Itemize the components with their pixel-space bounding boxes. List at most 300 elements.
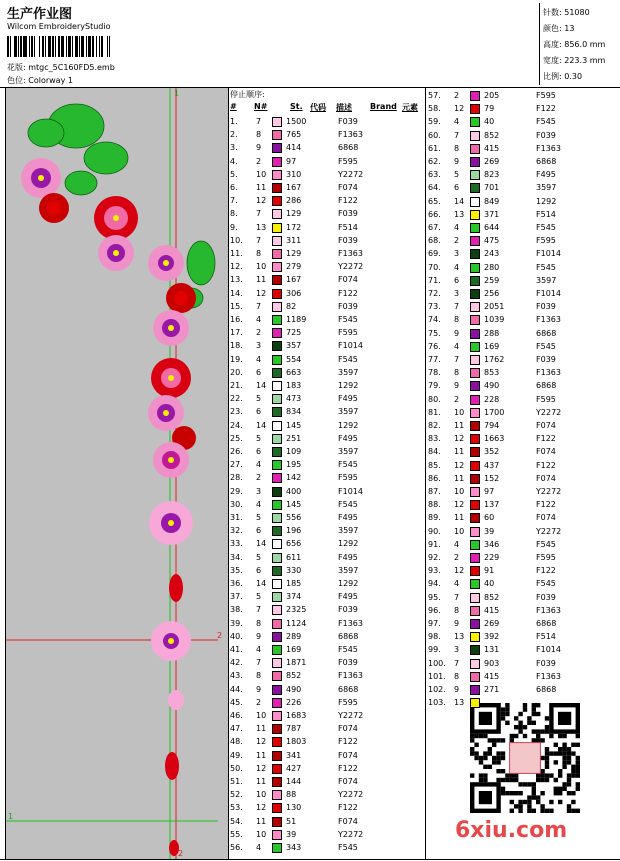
color-sequence-row [230, 709, 420, 722]
thread-code: F545 [536, 539, 556, 549]
stitch-count: 473 [286, 394, 302, 404]
needle-number: 12 [256, 737, 267, 747]
thread-code: F039 [338, 658, 358, 668]
stitch-count: 144 [286, 777, 302, 786]
stitch-count: 169 [484, 341, 500, 351]
needle-number: 2 [256, 156, 262, 166]
thread-color-swatch [272, 157, 282, 167]
thread-color-swatch [272, 539, 282, 549]
color-sequence-row [428, 393, 618, 406]
needle-number: 5 [256, 592, 262, 602]
color-sequence-row [230, 775, 420, 788]
thread-code: Y2272 [338, 790, 364, 800]
thread-code: F545 [338, 499, 358, 509]
needle-number: 8 [256, 671, 262, 681]
color-sequence-row [230, 828, 420, 841]
color-sequence-row [428, 643, 618, 656]
color-sequence-row [428, 498, 618, 511]
stitch-count: 852 [484, 130, 500, 140]
stitch-count: 656 [286, 539, 302, 549]
color-sequence-row [428, 181, 618, 194]
thread-color-swatch [470, 302, 480, 312]
stop-sequence-label: 停止顺序: [230, 90, 265, 99]
thread-color-swatch [470, 632, 480, 642]
thread-code: 1292 [338, 381, 359, 390]
stitch-count: 427 [286, 763, 302, 773]
stat-colors: 颜色: 13 [543, 24, 575, 33]
thread-color-swatch [470, 474, 480, 484]
sequence-number: 13. [230, 275, 243, 285]
needle-number: 11 [454, 421, 465, 430]
thread-code: F1014 [536, 289, 561, 298]
thread-color-swatch [272, 632, 282, 642]
thread-color-swatch [272, 592, 282, 602]
color-sequence-row [428, 670, 618, 683]
sequence-number: 8. [230, 209, 238, 219]
needle-number: 11 [454, 513, 465, 523]
stitch-count: 490 [484, 381, 500, 391]
thread-color-swatch [272, 830, 282, 840]
stitch-count: 205 [484, 91, 500, 100]
thread-code: F074 [338, 275, 358, 285]
needle-number: 14 [454, 196, 465, 206]
thread-color-swatch [272, 619, 282, 629]
needle-number: 4 [454, 262, 460, 272]
sequence-number: 80. [428, 394, 441, 404]
thread-code: F1363 [338, 130, 363, 140]
thread-code: 6868 [536, 619, 557, 628]
thread-code: Y2272 [536, 407, 562, 417]
needle-number: 12 [454, 500, 465, 510]
thread-color-swatch [470, 131, 480, 141]
color-sequence-row [230, 485, 420, 498]
needle-number: 14 [256, 420, 267, 430]
thread-code: Y2272 [536, 526, 562, 536]
color-sequence-row [230, 339, 420, 352]
thread-color-swatch [272, 711, 282, 721]
stitch-count: 40 [484, 579, 495, 589]
thread-code: F1363 [536, 143, 561, 153]
needle-number: 6 [454, 183, 460, 193]
sequence-number: 72. [428, 289, 441, 298]
sequence-number: 83. [428, 434, 441, 444]
stitch-count: 289 [286, 631, 302, 641]
thread-color-swatch [272, 473, 282, 483]
needle-number: 3 [454, 645, 460, 655]
stitch-count: 271 [484, 685, 500, 694]
thread-code: F545 [338, 460, 358, 470]
needle-number: 5 [454, 170, 460, 180]
needle-number: 8 [454, 143, 460, 153]
thread-code: F595 [338, 473, 358, 483]
thread-color-swatch [470, 249, 480, 259]
stitch-count: 853 [484, 368, 500, 378]
sequence-number: 81. [428, 407, 441, 417]
thread-code: F545 [338, 315, 358, 324]
color-sequence-row [428, 274, 618, 287]
thread-color-swatch [470, 157, 480, 167]
thread-color-swatch [470, 421, 480, 431]
thread-color-swatch [272, 315, 282, 325]
needle-number: 14 [256, 579, 267, 588]
needle-number: 9 [454, 381, 460, 391]
thread-color-swatch [470, 685, 480, 695]
needle-number: 7 [256, 605, 262, 615]
needle-number: 2 [256, 328, 262, 338]
thread-code: F122 [536, 460, 556, 470]
thread-color-swatch [272, 447, 282, 457]
stitch-count: 196 [286, 526, 302, 536]
sequence-number: 10. [230, 235, 243, 245]
color-sequence-row [428, 155, 618, 168]
stitch-count: 288 [484, 328, 500, 338]
thread-color-swatch [470, 368, 480, 378]
thread-code: 3597 [338, 407, 359, 417]
sequence-number: 63. [428, 170, 441, 180]
needle-number: 8 [454, 368, 460, 378]
thread-color-swatch [272, 209, 282, 219]
stitch-count: 228 [484, 394, 500, 404]
needle-number: 11 [256, 275, 267, 285]
needle-number: 9 [454, 328, 460, 338]
needle-number: 4 [256, 499, 262, 509]
thread-code: F595 [536, 236, 556, 246]
stitch-count: 352 [484, 447, 500, 457]
color-sequence-row [428, 472, 618, 485]
design-stats [539, 3, 620, 85]
thread-code: 3597 [338, 367, 359, 377]
needle-number: 14 [256, 381, 267, 390]
stitch-count: 357 [286, 341, 302, 351]
needle-number: 4 [454, 539, 460, 549]
sequence-number: 15. [230, 301, 243, 311]
thread-code: F122 [536, 500, 556, 510]
sequence-number: 38. [230, 605, 243, 615]
color-sequence-row [428, 511, 618, 524]
stitch-count: 415 [484, 143, 500, 153]
sequence-number: 54. [230, 816, 243, 826]
thread-color-swatch [272, 658, 282, 668]
stat-stitches: 针数: 51080 [543, 8, 590, 17]
thread-code: Y2272 [536, 487, 562, 496]
stitch-count: 226 [286, 697, 302, 707]
thread-color-swatch [272, 262, 282, 272]
thread-code: F074 [536, 421, 556, 430]
sequence-number: 71. [428, 275, 441, 285]
color-sequence-row [428, 604, 618, 617]
column-header: # [230, 102, 237, 111]
needle-number: 9 [454, 685, 460, 694]
sequence-number: 30. [230, 499, 243, 509]
thread-color-swatch [272, 553, 282, 563]
color-sequence-row [230, 551, 420, 564]
thread-color-swatch [470, 659, 480, 669]
sequence-number: 5. [230, 169, 238, 179]
color-sequence-row [230, 603, 420, 616]
stitch-count: 311 [286, 235, 302, 245]
thread-code: F122 [536, 566, 556, 576]
thread-color-swatch [272, 355, 282, 365]
thread-code: 6868 [536, 685, 557, 694]
thread-color-swatch [470, 487, 480, 497]
sequence-number: 28. [230, 473, 243, 483]
thread-color-swatch [272, 236, 282, 246]
sequence-number: 60. [428, 130, 441, 140]
color-sequence-row [428, 419, 618, 432]
stitch-count: 145 [286, 420, 302, 430]
color-sequence-row [230, 405, 420, 418]
stitch-count: 243 [484, 249, 500, 259]
thread-code: F074 [338, 750, 358, 760]
stitch-count: 167 [286, 183, 302, 192]
thread-color-swatch [470, 104, 480, 114]
color-sequence-row [428, 366, 618, 379]
thread-code: F595 [536, 91, 556, 100]
stitch-count: 1189 [286, 315, 307, 324]
stitch-count: 341 [286, 750, 302, 760]
thread-color-swatch [470, 593, 480, 603]
color-sequence-row [230, 313, 420, 326]
thread-color-swatch [470, 461, 480, 471]
sequence-number: 41. [230, 645, 243, 654]
stitch-count: 1124 [286, 618, 307, 628]
thread-code: 6868 [338, 631, 359, 641]
thread-code: F1363 [536, 671, 561, 681]
thread-color-swatch [470, 408, 480, 418]
sequence-number: 97. [428, 619, 441, 628]
needle-number: 2 [454, 394, 460, 404]
qr-code [470, 703, 580, 813]
needle-number: 11 [454, 447, 465, 457]
stitch-count: 183 [286, 381, 302, 390]
thread-code: F074 [338, 724, 358, 734]
sequence-number: 51. [230, 777, 243, 786]
color-sequence-row [230, 564, 420, 577]
sequence-number: 67. [428, 223, 441, 232]
sequence-number: 18. [230, 341, 243, 351]
sequence-number: 33. [230, 539, 243, 549]
thread-code: F039 [536, 592, 556, 602]
needle-number: 5 [256, 394, 262, 404]
thread-color-swatch [272, 328, 282, 338]
stitch-count: 343 [286, 843, 302, 852]
thread-color-swatch [272, 764, 282, 774]
color-sequence-row [428, 142, 618, 155]
thread-code: F495 [338, 513, 358, 522]
thread-color-swatch [272, 196, 282, 206]
thread-color-swatch [272, 421, 282, 431]
thread-code: F074 [536, 447, 556, 457]
colorway-label: 色位: Colorway 1 [7, 76, 73, 85]
thread-code: F545 [536, 262, 556, 272]
sequence-number: 68. [428, 236, 441, 246]
sequence-number: 43. [230, 671, 243, 681]
marker-top: 1 [174, 89, 180, 98]
thread-color-swatch [272, 434, 282, 444]
color-sequence-row [428, 577, 618, 590]
color-sequence-row [230, 841, 420, 854]
stitch-count: 229 [484, 553, 500, 562]
thread-code: F039 [536, 130, 556, 140]
sequence-number: 27. [230, 460, 243, 470]
sequence-number: 21. [230, 381, 243, 390]
sequence-number: 99. [428, 645, 441, 655]
needle-number: 7 [454, 658, 460, 668]
thread-code: F545 [536, 341, 556, 351]
column-header: St. [290, 102, 303, 111]
thread-code: F1363 [536, 315, 561, 325]
needle-number: 7 [454, 130, 460, 140]
needle-number: 2 [454, 553, 460, 562]
thread-color-swatch [470, 210, 480, 220]
color-sequence-row [428, 195, 618, 208]
stitch-count: 145 [286, 499, 302, 509]
stat-height: 高度: 856.0 mm [543, 40, 606, 49]
color-sequence-row [230, 128, 420, 141]
thread-color-swatch [272, 341, 282, 351]
needle-number: 10 [256, 829, 267, 839]
color-sequence-row [230, 524, 420, 537]
color-sequence-row [230, 181, 420, 194]
thread-code: F545 [338, 843, 358, 852]
needle-number: 7 [256, 301, 262, 311]
stitch-count: 725 [286, 328, 302, 338]
stitch-count: 1683 [286, 711, 307, 720]
thread-code: F122 [338, 737, 358, 747]
sequence-number: 66. [428, 209, 441, 219]
needle-number: 10 [454, 487, 465, 496]
sequence-number: 89. [428, 513, 441, 523]
sequence-number: 26. [230, 447, 243, 456]
stitch-count: 97 [286, 156, 297, 166]
stitch-count: 663 [286, 367, 302, 377]
color-sequence-row [230, 643, 420, 656]
sequence-number: 45. [230, 697, 243, 707]
thread-color-swatch [272, 487, 282, 497]
sequence-number: 50. [230, 763, 243, 773]
stitch-count: 129 [286, 249, 302, 258]
needle-number: 9 [256, 631, 262, 641]
thread-code: Y2272 [338, 262, 364, 272]
needle-number: 3 [454, 289, 460, 298]
needle-number: 3 [454, 249, 460, 259]
sequence-number: 77. [428, 355, 441, 364]
needle-number: 7 [256, 658, 262, 668]
stitch-count: 414 [286, 143, 302, 153]
qr-code-image [470, 703, 580, 813]
thread-code: F122 [338, 288, 358, 298]
sequence-number: 24. [230, 420, 243, 430]
thread-code: F122 [338, 196, 358, 206]
sequence-number: 53. [230, 803, 243, 813]
sequence-number: 79. [428, 381, 441, 391]
stitch-count: 1803 [286, 737, 307, 747]
stitch-count: 88 [286, 790, 297, 800]
thread-color-swatch [272, 566, 282, 576]
color-sequence-row [230, 656, 420, 669]
stitch-count: 475 [484, 236, 500, 246]
thread-color-swatch [470, 315, 480, 325]
sequence-number: 82. [428, 421, 441, 430]
sequence-number: 9. [230, 222, 238, 232]
color-sequence-row [230, 537, 420, 550]
sequence-number: 37. [230, 592, 243, 602]
stitch-count: 611 [286, 552, 302, 562]
thread-code: F122 [338, 763, 358, 773]
sequence-number: 1. [230, 117, 238, 126]
stitch-count: 286 [286, 196, 302, 206]
thread-color-swatch [272, 460, 282, 470]
color-sequence-row [428, 327, 618, 340]
sequence-number: 36. [230, 579, 243, 588]
color-sequence-row [230, 273, 420, 286]
color-sequence-row [428, 459, 618, 472]
needle-number: 9 [454, 619, 460, 628]
needle-number: 8 [454, 605, 460, 615]
thread-code: F514 [536, 632, 556, 642]
needle-number: 6 [256, 565, 262, 575]
needle-number: 7 [256, 235, 262, 245]
stitch-count: 185 [286, 579, 302, 588]
stitch-count: 787 [286, 724, 302, 734]
needle-number: 2 [454, 91, 460, 100]
thread-code: Y2272 [338, 169, 364, 179]
sequence-number: 2. [230, 130, 238, 140]
thread-code: 3597 [338, 526, 359, 536]
stitch-count: 490 [286, 684, 302, 694]
stitch-count: 39 [286, 829, 297, 839]
sequence-number: 44. [230, 684, 243, 694]
color-sequence-row [428, 551, 618, 564]
thread-code: 3597 [338, 565, 359, 575]
marker-bottom: 2 [178, 849, 184, 858]
sequence-number: 69. [428, 249, 441, 259]
thread-color-swatch [470, 236, 480, 246]
thread-code: Y2272 [338, 711, 364, 720]
design-preview [5, 88, 229, 859]
color-sequence-row [230, 471, 420, 484]
needle-number: 5 [256, 433, 262, 443]
footer-border [0, 859, 620, 860]
color-sequence-row [428, 313, 618, 326]
thread-color-swatch [470, 527, 480, 537]
color-sequence-row [428, 485, 618, 498]
needle-number: 13 [454, 632, 465, 642]
color-sequence-row [428, 89, 618, 102]
thread-color-swatch [272, 170, 282, 180]
stitch-count: 644 [484, 223, 500, 232]
color-sequence-row [428, 406, 618, 419]
needle-number: 6 [454, 275, 460, 285]
needle-number: 9 [256, 684, 262, 694]
stitch-count: 701 [484, 183, 500, 193]
thread-code: 6868 [536, 328, 557, 338]
color-sequence-row [428, 208, 618, 221]
needle-number: 6 [256, 447, 262, 456]
color-sequence-row [230, 735, 420, 748]
column-header: 代码 [310, 103, 326, 112]
thread-color-swatch [470, 144, 480, 154]
color-sequence-row [230, 353, 420, 366]
thread-color-swatch [470, 566, 480, 576]
thread-color-swatch [272, 843, 282, 853]
needle-number: 7 [256, 209, 262, 219]
sequence-number: 40. [230, 631, 243, 641]
stitch-count: 310 [286, 169, 302, 179]
thread-color-swatch [470, 170, 480, 180]
thread-code: F1363 [536, 605, 561, 615]
thread-color-swatch [470, 698, 480, 708]
